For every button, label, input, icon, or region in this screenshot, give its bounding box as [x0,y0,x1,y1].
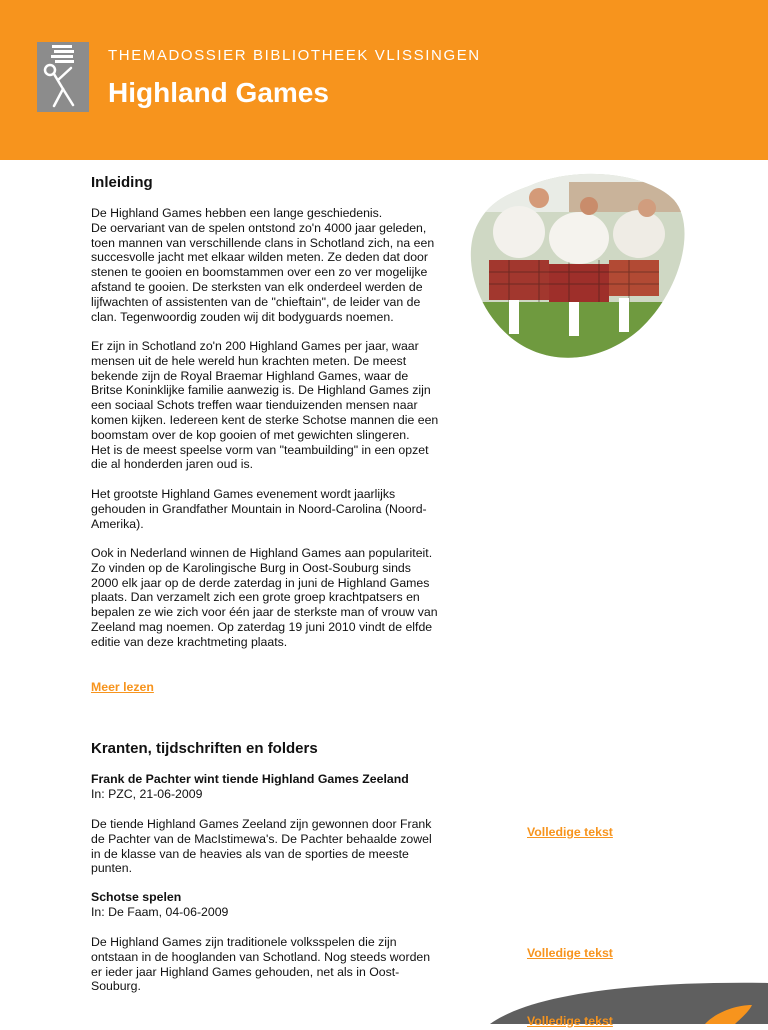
article-2-body [91,935,463,994]
full-text-link[interactable]: Volledige tekst [527,946,613,960]
article-1-body [91,817,463,876]
article-title: Schotse spelen [91,890,182,904]
article-title: Frank de Pachter wint tiende Highland Games Zeeland [91,772,409,786]
library-logo [37,42,89,112]
page-title: Highland Games [108,77,329,108]
intro-heading: Inleiding [91,174,153,191]
press-heading: Kranten, tijdschriften en folders [91,740,318,757]
intro-text-2 [91,339,463,472]
intro-paragraph: Ook in Nederland winnen de Highland Games aan populariteit. Zo vinden op de Karolingische Burg in Oost-Souburg sinds 2000 elk jaar op de derde zaterdag in juni de Highland Games plaats. Dan verzamelt zich een grote groep krachtpatsers en bepalen ze wie zich voor één jaar de sterkste man of vrouw van Zeeland mag noemen. Op zaterdag 19 juni 2010 vindt de elfde editie van deze krachtmeting plaats. [91,546,438,649]
intro-paragraph: Er zijn in Schotland zo'n 200 Highland Games per jaar, waar mensen uit de hele wereld hun krachten meten. De meest bekende zijn de Royal Braemar Highland Games, waar de Britse Koninklijke familie aanwezig is. De Highland Games zijn een sociaal Schots treffen waar tienduizenden mensen naar komen kijken. Iedereen kent de sterke Schotse mannen die een boomstam over de kop gooien of met gewichten slingeren. Het is de meest speelse vorm van "teambuilding" in een opzet die al honderden jaren oud is. [91,339,439,472]
full-text-link[interactable]: Volledige tekst [527,825,613,839]
intro-paragraph: Het grootste Highland Games evenement wordt jaarlijks gehouden in Grandfather Mountain in Noord-Carolina (Noord- Amerika). [91,487,427,531]
article-3-link-wrap [527,1012,613,1030]
full-text-link[interactable]: Volledige tekst [527,1014,613,1028]
article-2-link-wrap [527,944,613,962]
article-1 [91,772,463,802]
article-summary: De Highland Games zijn traditionele volksspelen die zijn ontstaan in de hooglanden van Schotland. Nog steeds worden er ieder jaar Highland Games gehouden, net als in Oost- Souburg. [91,935,431,994]
article-1-link-wrap [527,823,613,841]
article-source: In: De Faam, 04-06-2009 [91,904,229,919]
article-summary: De tiende Highland Games Zeeland zijn gewonnen door Frank de Pachter van de MacIstimewa's. De Pachter behaalde zowel in de klasse van de heavies als van de sporties de meeste punten. [91,817,432,876]
intro-text [91,206,463,324]
intro-paragraph: De Highland Games hebben een lange geschiedenis. De oervariant van de spelen ontstond zo'n 4000 jaar geleden, toen mannen van verschillende clans in Schotland zich, na een succesvolle jacht met elkaar wilden meten. Ze deden dat door stenen te gooien en boomstammen over een zo ver mogelijke afstand te gooien. De sterksten van elk onderdeel werden de lijfwachten of assistenten van de "chieftain", de leider van de clan. Tegenwoordig zouden wij dit bodyguards noemen. [91,206,435,324]
read-more-link[interactable]: Meer lezen [91,680,154,694]
intro-text-3 [91,487,463,531]
article-source: In: PZC, 21-06-2009 [91,786,203,801]
header-subtitle: THEMADOSSIER BIBLIOTHEEK VLISSINGEN [108,47,481,64]
page-header [0,0,768,160]
reading-person-icon [37,42,89,112]
intro-text-4 [91,546,463,650]
more-link-wrap [91,680,463,695]
article-2 [91,890,463,920]
highland-games-photo [469,172,686,360]
